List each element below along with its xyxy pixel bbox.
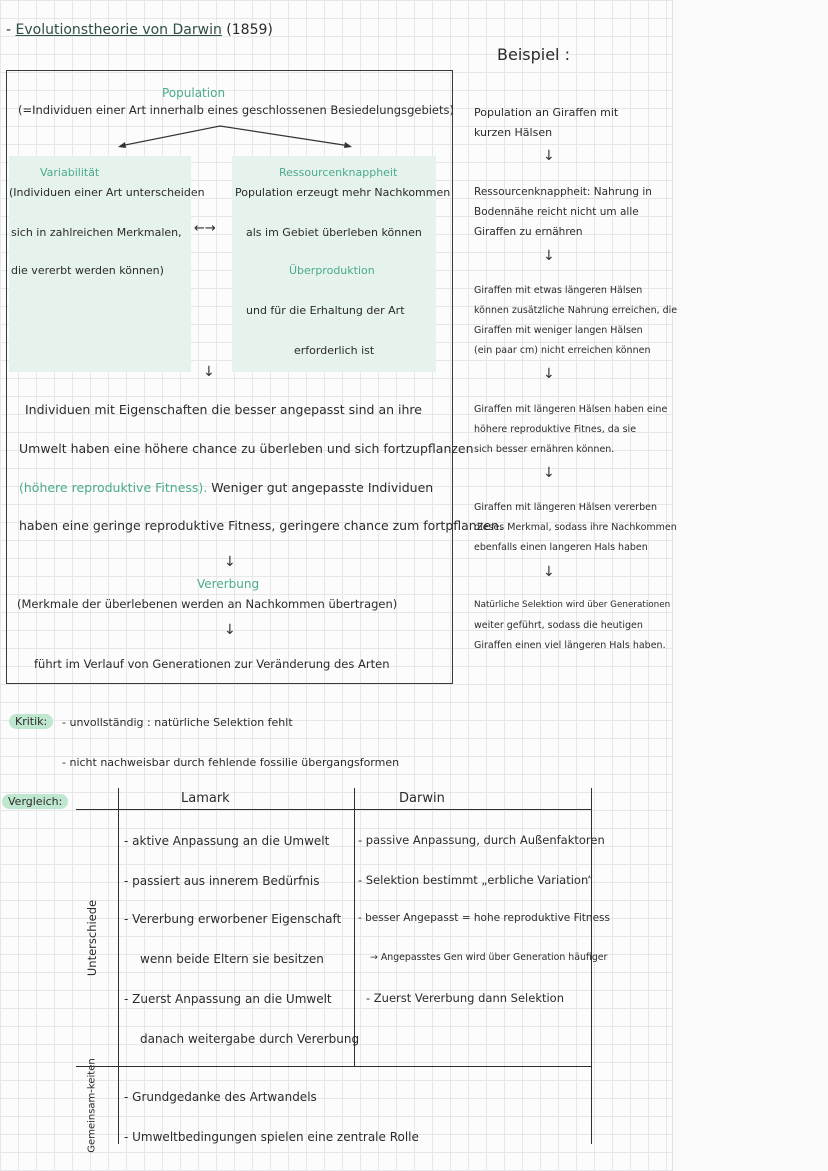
- population-label: Population: [162, 86, 226, 100]
- critique-highlight: Kritik:: [9, 714, 53, 729]
- row-header-common: Gemeinsam-keiten: [86, 1058, 98, 1153]
- darwin-item: - besser Angepasst = hohe reproduktive Fitness: [358, 912, 610, 924]
- example-step-line: sich besser ernähren können.: [474, 444, 615, 455]
- variability-line: sich in zahlreichen Merkmalen,: [11, 226, 182, 239]
- resource-label: Ressourcenknappheit: [279, 166, 398, 179]
- common-item: - Umweltbedingungen spielen eine zentrale Rolle: [124, 1130, 419, 1144]
- down-arrow-icon: ↓: [543, 148, 555, 164]
- example-step-line: Giraffen mit längeren Hälsen vererben: [474, 502, 657, 513]
- lamark-item: - Vererbung erworbener Eigenschaft: [124, 912, 342, 926]
- comparison-label: [2, 795, 68, 808]
- darwin-item: → Angepasstes Gen wird über Generation häufiger: [370, 952, 608, 963]
- resource-line: Population erzeugt mehr Nachkommen: [235, 186, 451, 199]
- critique-label: [9, 715, 53, 728]
- column-header-darwin: Darwin: [399, 791, 445, 806]
- fitness-highlight: (höhere reproduktive Fitness).: [19, 480, 208, 495]
- darwin-item: - Selektion bestimmt „erbliche Variation“: [358, 873, 594, 887]
- table-divider-left: [118, 788, 119, 1144]
- example-step-line: kurzen Hälsen: [474, 126, 553, 139]
- example-step-line: weiter geführt, sodass die heutigen: [474, 620, 643, 631]
- example-step-line: Giraffen mit etwas längeren Hälsen: [474, 285, 643, 296]
- example-step-line: dieses Merkmal, sodass ihre Nachkommen: [474, 522, 677, 533]
- lamark-item: - passiert aus innerem Bedürfnis: [124, 874, 320, 888]
- example-step-line: Giraffen mit längeren Hälsen haben eine: [474, 404, 668, 415]
- row-header-differences: Unterschiede: [85, 899, 99, 977]
- down-arrow-icon: ↓: [224, 554, 236, 570]
- resource-line: als im Gebiet überleben können: [246, 226, 422, 239]
- selection-line: haben eine geringe reproduktive Fitness, geringere chance zum fortpflanzen.: [19, 518, 503, 533]
- title-dash: -: [6, 22, 16, 38]
- inheritance-label: Vererbung: [197, 577, 260, 591]
- population-description: (=Individuen einer Art innerhalb eines geschlossenen Besiedelungsgebiets): [18, 103, 454, 117]
- comparison-highlight: Vergleich:: [2, 794, 68, 809]
- table-divider-middle: [354, 788, 355, 1066]
- common-item: - Grundgedanke des Artwandels: [124, 1090, 317, 1104]
- lamark-item: danach weitergabe durch Vererbung: [140, 1032, 360, 1046]
- example-step-line: Giraffen zu ernähren: [474, 226, 583, 238]
- selection-line: Individuen mit Eigenschaften die besser angepasst sind an ihre: [25, 402, 422, 417]
- darwin-item: - Zuerst Vererbung dann Selektion: [366, 991, 565, 1005]
- resource-line: und für die Erhaltung der Art: [246, 304, 405, 317]
- example-step-line: ebenfalls einen langeren Hals haben: [474, 542, 648, 553]
- title-text: Evolutionstheorie von Darwin: [15, 22, 222, 38]
- down-arrow-icon: ↓: [543, 366, 555, 382]
- inheritance-description: (Merkmale der überlebenen werden an Nachkommen übertragen): [17, 597, 398, 611]
- table-header-line: [76, 809, 592, 810]
- example-step-line: Bodennähe reicht nicht um alle: [474, 206, 639, 218]
- variability-line: die vererbt werden können): [11, 264, 164, 277]
- example-step-line: (ein paar cm) nicht erreichen können: [474, 345, 651, 356]
- selection-line: [19, 480, 433, 495]
- example-step-line: Natürliche Selektion wird über Generationen: [474, 600, 671, 610]
- critique-item: - nicht nachweisbar durch fehlende fossilie übergangsformen: [62, 756, 400, 769]
- example-step-line: Giraffen mit weniger langen Hälsen: [474, 325, 643, 336]
- variability-label: Variabilität: [40, 166, 100, 179]
- down-arrow-icon: ↓: [543, 465, 555, 481]
- population-branch-arrows: [110, 122, 370, 152]
- darwin-item: - passive Anpassung, durch Außenfaktoren: [358, 833, 605, 847]
- down-arrow-icon: ↓: [203, 364, 215, 380]
- example-step-line: höhere reproduktive Fitnes, da sie: [474, 424, 637, 435]
- lamark-item: wenn beide Eltern sie besitzen: [140, 952, 324, 966]
- lamark-item: - aktive Anpassung an die Umwelt: [124, 834, 330, 848]
- critique-item: - unvollständig : natürliche Selektion fehlt: [62, 716, 293, 729]
- selection-line-rest: Weniger gut angepasste Individuen: [211, 480, 434, 495]
- example-step-line: können zusätzliche Nahrung erreichen, die: [474, 305, 678, 316]
- double-arrow-icon: ←→: [194, 221, 216, 236]
- variability-line: (Individuen einer Art unterscheiden: [9, 186, 205, 199]
- table-row-line: [76, 1066, 592, 1067]
- example-step-line: Population an Giraffen mit: [474, 106, 619, 119]
- resource-line: erforderlich ist: [294, 344, 375, 357]
- page-title: [6, 22, 273, 38]
- example-step-line: Ressourcenknappheit: Nahrung in: [474, 186, 652, 198]
- page-margin: [672, 0, 828, 1171]
- overproduction-label: Überproduktion: [289, 264, 375, 277]
- lamark-item: - Zuerst Anpassung an die Umwelt: [124, 992, 332, 1006]
- title-year: (1859): [226, 22, 273, 38]
- column-header-lamark: Lamark: [181, 791, 230, 806]
- example-step-line: Giraffen einen viel längeren Hals haben.: [474, 640, 666, 651]
- down-arrow-icon: ↓: [543, 564, 555, 580]
- down-arrow-icon: ↓: [543, 248, 555, 264]
- example-heading: Beispiel :: [497, 45, 570, 64]
- conclusion-text: führt im Verlauf von Generationen zur Veränderung des Arten: [34, 657, 390, 671]
- down-arrow-icon: ↓: [224, 622, 236, 638]
- selection-line: Umwelt haben eine höhere chance zu überleben und sich fortzupflanzen: [19, 441, 474, 456]
